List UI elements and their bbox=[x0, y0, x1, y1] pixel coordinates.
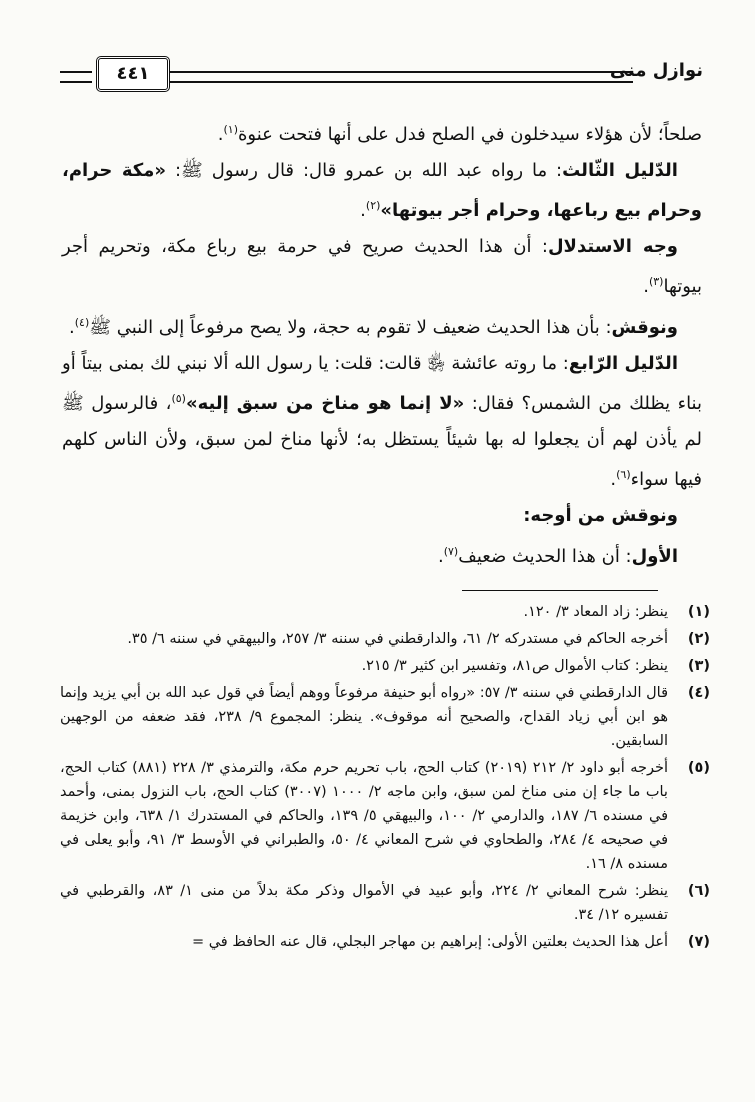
bold-text: الدّليل الثّالث bbox=[562, 159, 678, 181]
footnote bbox=[60, 879, 710, 927]
paragraph bbox=[62, 305, 702, 346]
footnote-text: ينظر: كتاب الأموال ص٨١، وتفسير ابن كثير ٣/ ٢١٥. bbox=[361, 658, 668, 674]
paragraph bbox=[62, 534, 702, 575]
footnote-ref: (٤) bbox=[74, 315, 90, 329]
footnote-number: (١) bbox=[687, 604, 710, 620]
text-run: . bbox=[217, 124, 224, 145]
text-run: : ما رواه عبد الله بن عمرو قال: قال رسول ﷺ: bbox=[166, 159, 563, 181]
text-run: : أن هذا الحديث صريح في حرمة بيع رباع مكة، وتحريم أجر بيوتها bbox=[62, 235, 702, 298]
bold-text: الدّليل الرّابع bbox=[568, 352, 678, 374]
bold-text: الأول bbox=[631, 545, 678, 567]
footnote-ref: (٥) bbox=[171, 392, 186, 406]
bold-text: ونوقش bbox=[611, 316, 678, 338]
running-title: نوازل منى bbox=[609, 60, 703, 81]
footnote bbox=[60, 600, 710, 624]
footnote-number: (٢) bbox=[687, 631, 710, 647]
header-rule-left bbox=[60, 71, 92, 83]
footnote-ref: (٢) bbox=[365, 199, 381, 213]
bold-text: «مكة حرام، وحرام بيع رباعها، وحرام أجر بيوتها» bbox=[62, 159, 702, 222]
bold-text: ونوقش من أوجه: bbox=[523, 504, 678, 526]
bold-text: وجه الاستدلال bbox=[547, 235, 678, 257]
footnote-ref: (٣) bbox=[648, 275, 664, 289]
footnote-separator bbox=[462, 590, 658, 591]
text-run: صلحاً؛ لأن هؤلاء سيدخلون في الصلح فدل على أنها فتحت عنوة bbox=[238, 124, 702, 145]
paragraph bbox=[62, 153, 702, 229]
footnote-number: (٧) bbox=[687, 934, 710, 950]
text-run: . bbox=[610, 469, 617, 491]
text-run: . bbox=[360, 200, 366, 222]
footnote-text: قال الدارقطني في سننه ٣/ ٥٧: «رواه أبو حنيفة مرفوعاً ووهم أيضاً في قول عبد الله بن أبي يزيد وإنما هو ابن أبي زياد القداح، والصحيح أنه موقوف». ينظر: المجموع ٩/ ٢٣٨، فقد ضعفه من الوجهين السابقين. bbox=[60, 685, 669, 749]
bold-text: «لا إنما هو مناخ من سبق إليه» bbox=[185, 393, 465, 415]
text-run: . bbox=[437, 545, 444, 567]
text-run: : ما روته عائشة ﵂ قالت: قلت: يا رسول الله ألا نبني لك بمنى بيتاً أو بناء يظلك من الشمس؟ فقال: bbox=[62, 352, 702, 415]
page-header bbox=[60, 56, 703, 90]
footnote bbox=[60, 681, 710, 753]
header-rule-right bbox=[170, 71, 633, 83]
footnote-text: أخرجه أبو داود ٢/ ٢١٢ (٢٠١٩) كتاب الحج، باب تحريم حرم مكة، والترمذي ٣/ ٢٢٨ (٨٨١) كتاب الحج، باب ما جاء إن منى مناخ لمن سبق، وابن ماجه ٢/ ١٠٠٠ (٣٠٠٧) كتاب الحج، باب النزول بمنى، وأحمد في مسنده ٦/ ١٨٧، والدارمي ٢/ ١٠٠، والبيهقي ٥/ ١٣٩، والحاكم في المستدرك ١/ ٦٣٨، وابن خزيمة في صحيحه ٤/ ٢٨٤، والطحاوي في شرح المعاني ٤/ ٥٠، والطبراني في الأوسط ٣/ ٩١، وأبو يعلى في مسنده ٨/ ١٦. bbox=[60, 760, 669, 872]
paragraph bbox=[62, 346, 702, 498]
footnote-ref: (٦) bbox=[616, 468, 631, 482]
footnote-ref: (١) bbox=[223, 123, 238, 136]
footnote-number: (٦) bbox=[687, 883, 710, 899]
footnote bbox=[60, 756, 710, 876]
footnotes bbox=[60, 600, 710, 957]
footnote-text: ينظر: زاد المعاد ٣/ ١٢٠. bbox=[523, 604, 668, 620]
footnote bbox=[60, 930, 710, 954]
footnote-number: (٤) bbox=[687, 685, 710, 701]
footnote-ref: (٧) bbox=[443, 544, 459, 558]
paragraph bbox=[62, 229, 702, 305]
page-number: ٤٤١ bbox=[96, 56, 170, 92]
text-run: : بأن هذا الحديث ضعيف لا تقوم به حجة، ولا يصح مرفوعاً إلى النبي ﷺ bbox=[89, 316, 612, 338]
paragraph bbox=[62, 498, 702, 534]
text-run: ، فالرسول ﷺ لم يأذن لهم أن يجعلوا له بها شيئاً يستظل به؛ لأنها مناخ لمن سبق، ولأن الناس كلهم فيها سواء bbox=[62, 393, 702, 491]
paragraph bbox=[62, 112, 702, 153]
text-run: : أن هذا الحديث ضعيف bbox=[458, 545, 632, 567]
footnote-number: (٣) bbox=[687, 658, 710, 674]
footnote bbox=[60, 627, 710, 651]
footnote bbox=[60, 654, 710, 678]
main-text bbox=[62, 112, 702, 574]
footnote-text: ينظر: شرح المعاني ٢/ ٢٢٤، وأبو عبيد في الأموال وذكر مكة بدلاً من منى ١/ ٨٣، والقرطبي في تفسيره ١٢/ ٣٤. bbox=[60, 883, 668, 923]
footnote-text: أعل هذا الحديث بعلتين الأولى: إبراهيم بن مهاجر البجلي، قال عنه الحافظ في = bbox=[191, 934, 668, 950]
footnote-text: أخرجه الحاكم في مستدركه ٢/ ٦١، والدارقطني في سننه ٣/ ٢٥٧، والبيهقي في سننه ٦/ ٣٥. bbox=[127, 631, 668, 647]
footnote-number: (٥) bbox=[687, 760, 710, 776]
text-run: . bbox=[643, 276, 649, 298]
text-run: . bbox=[69, 316, 75, 338]
